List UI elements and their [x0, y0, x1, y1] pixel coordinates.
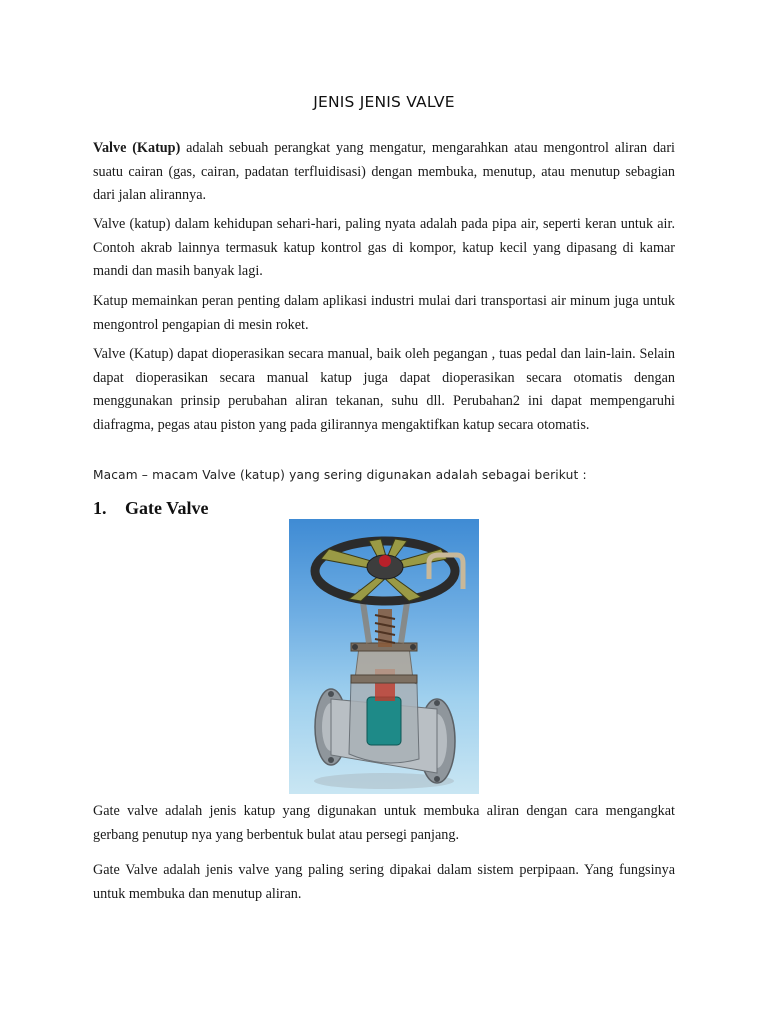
bold-term: Valve (Katup) [93, 140, 181, 156]
paragraph-definition [93, 137, 675, 208]
page-title: JENIS JENIS VALVE [313, 93, 455, 111]
gate-valve-drawing [289, 519, 479, 794]
paragraph-industrial: Katup memainkan peran penting dalam aplikasi industri mulai dari transportasi air minum juga untuk mengontrol pengapian di mesin roket. [93, 293, 675, 333]
gate-valve-illustration [289, 519, 479, 794]
paragraph-gate-valve-usage: Gate Valve adalah jenis valve yang paling sering dipakai dalam sistem perpipaan. Yang fungsinya untuk membuka dan menutup aliran. [93, 862, 675, 902]
section-number: 1. [93, 498, 107, 518]
types-intro: Macam – macam Valve (katup) yang sering digunakan adalah sebagai berikut : [93, 468, 587, 482]
paragraph-daily-life: Valve (katup) dalam kehidupan sehari-hari, paling nyata adalah pada pipa air, seperti keran untuk air. Contoh akrab lainnya termasuk katup kontrol gas di kompor, katup kecil yang dipasang di kamar mandi dan masih banyak lagi. [93, 216, 675, 279]
section-title: Gate Valve [125, 498, 209, 518]
definition-text: adalah sebuah perangkat yang mengatur, mengarahkan atau mengontrol aliran dari suatu cairan (gas, cairan, padatan terfluidisasi) dengan membuka, menutup, atau menutup sebagian dari jalan alirannya. [93, 140, 675, 203]
paragraph-gate-valve-description: Gate valve adalah jenis katup yang digunakan untuk membuka aliran dengan cara mengangkat gerbang penutup nya yang berbentuk bulat atau persegi panjang. [93, 803, 675, 843]
paragraph-operation: Valve (Katup) dapat dioperasikan secara manual, baik oleh pegangan , tuas pedal dan lain-lain. Selain dapat dioperasikan secara manual katup juga dapat dioperasikan secara otomatis dengan menggunakan prinsip perubahan aliran tekanan, suhu dll. Perubahan2 ini dapat mempengaruhi diafragma, pegas atau piston yang pada gilirannya mengaktifkan katup secara otomatis. [93, 346, 675, 433]
section-heading-gate-valve [93, 498, 209, 519]
